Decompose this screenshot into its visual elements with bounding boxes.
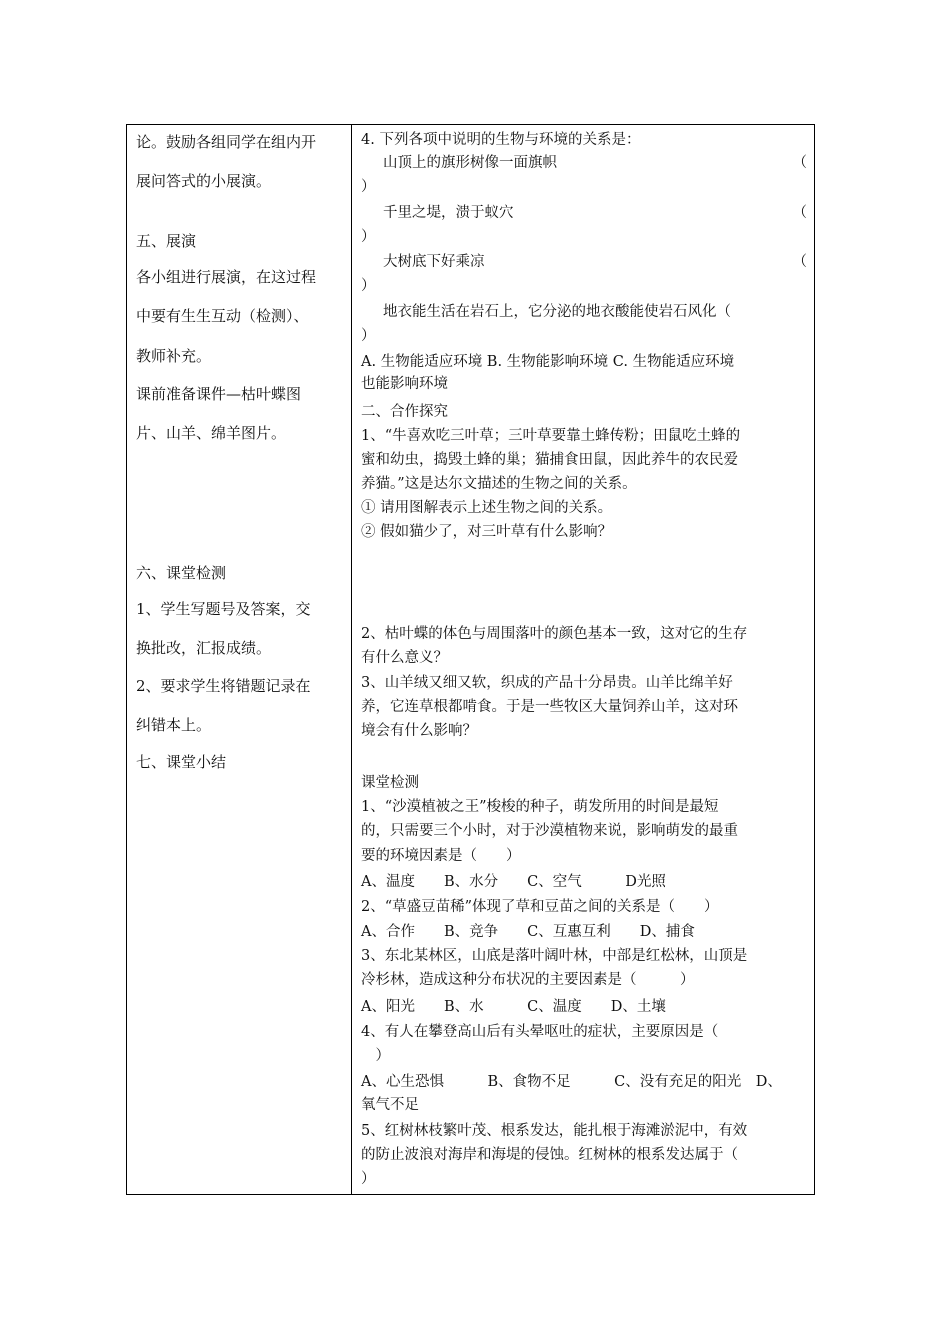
paragraph-line: 有什么意义？ <box>361 650 448 666</box>
question-4-item: 大树底下好乘凉 <box>383 254 485 270</box>
paragraph-line: 蜜和幼虫，捣毁土蜂的巢；猫捕食田鼠，因此养牛的农民爱 <box>361 452 738 468</box>
paragraph-line: 养，它连草根都啃食。于是一些牧区大量饲养山羊，这对环 <box>361 699 738 715</box>
left-line: 各小组进行展演，在这过程 <box>136 268 317 286</box>
quiz-line: 要的环境因素是（ ） <box>361 848 521 864</box>
quiz-line: 5、红树林枝繁叶茂、根系发达，能扎根于海滩淤泥中，有效 <box>361 1123 748 1139</box>
left-line: 换批改，汇报成绩。 <box>136 639 272 657</box>
quiz-options: A、合作 B、竞争 C、互惠互利 D、捕食 <box>361 924 695 940</box>
question-4-options: A. 生物能适应环境 B. 生物能影响环境 C. 生物能适应环境 <box>361 354 735 370</box>
left-line: 2、要求学生将错题记录在 <box>136 677 311 695</box>
left-line: 片、山羊、绵羊图片。 <box>136 424 287 442</box>
lesson-table <box>126 124 815 1195</box>
answer-close-paren: ） <box>361 179 376 195</box>
sub-question: ② 假如猫少了，对三叶草有什么影响？ <box>361 524 613 540</box>
question-4-item: 山顶上的旗形树像一面旗帜 <box>383 155 557 171</box>
quiz-line: ） <box>361 1048 390 1064</box>
answer-open-paren: （ <box>792 254 807 270</box>
left-line: 教师补充。 <box>136 347 212 365</box>
left-line: 论。鼓励各组同学在组内开 <box>136 133 317 151</box>
question-4-item: 千里之堤，溃于蚁穴 <box>383 205 514 221</box>
paragraph-line: 养猫。”这是达尔文描述的生物之间的关系。 <box>361 476 637 492</box>
quiz-options: A、温度 B、水分 C、空气 D光照 <box>361 874 666 890</box>
answer-close-paren: ） <box>361 278 376 294</box>
question-4-title: 4. 下列各项中说明的生物与环境的关系是： <box>361 132 641 148</box>
left-line: 纠错本上。 <box>136 716 212 734</box>
quiz-line: 3、东北某林区，山底是落叶阔叶林，中部是红松林，山顶是 <box>361 948 748 964</box>
quiz-line: 的防止波浪对海岸和海堤的侵蚀。红树林的根系发达属于（ <box>361 1147 738 1163</box>
quiz-options: A、心生恐惧 B、食物不足 C、没有充足的阳光 D、 <box>361 1074 782 1090</box>
question-4-options: 也能影响环境 <box>361 376 448 392</box>
paragraph-line: 3、山羊绒又细又软，织成的产品十分昂贵。山羊比绵羊好 <box>361 675 733 691</box>
right-column <box>352 125 815 1194</box>
section-heading: 五、展演 <box>136 232 197 250</box>
left-line: 展问答式的小展演。 <box>136 172 272 190</box>
quiz-line: 2、“草盛豆苗稀”体现了草和豆苗之间的关系是（ ） <box>361 899 719 915</box>
left-line: 1、学生写题号及答案，交 <box>136 600 311 618</box>
section-heading: 二、合作探究 <box>361 404 448 420</box>
answer-open-paren: （ <box>792 155 807 171</box>
section-heading: 六、课堂检测 <box>136 564 227 582</box>
quiz-line: 的，只需要三个小时，对于沙漠植物来说，影响萌发的最重 <box>361 823 738 839</box>
sub-question: ① 请用图解表示上述生物之间的关系。 <box>361 500 613 516</box>
left-line: 中要有生生互动（检测）、 <box>136 307 309 325</box>
quiz-line: ） <box>361 1171 376 1187</box>
paragraph-line: 1、“牛喜欢吃三叶草；三叶草要靠土蜂传粉；田鼠吃土蜂的 <box>361 428 741 444</box>
paragraph-line: 2、枯叶蝶的体色与周围落叶的颜色基本一致，这对它的生存 <box>361 626 748 642</box>
answer-close-paren: ） <box>361 229 376 245</box>
left-line: 课前准备课件—枯叶蝶图 <box>136 385 302 403</box>
answer-close-paren: ） <box>361 328 376 344</box>
quiz-line: 1、“沙漠植被之王”梭梭的种子，萌发所用的时间是最短 <box>361 799 719 815</box>
section-heading: 七、课堂小结 <box>136 753 227 771</box>
section-heading: 课堂检测 <box>361 775 419 791</box>
quiz-line: 4、有人在攀登高山后有头晕呕吐的症状，主要原因是（ <box>361 1024 719 1040</box>
quiz-line: 冷杉林，造成这种分布状况的主要因素是（ ） <box>361 972 695 988</box>
quiz-options: A、阳光 B、水 C、温度 D、土壤 <box>361 999 666 1015</box>
answer-open-paren: （ <box>792 205 807 221</box>
question-4-item: 地衣能生活在岩石上，它分泌的地衣酸能使岩石风化（ <box>383 304 731 320</box>
quiz-options: 氧气不足 <box>361 1097 419 1113</box>
paragraph-line: 境会有什么影响？ <box>361 723 477 739</box>
